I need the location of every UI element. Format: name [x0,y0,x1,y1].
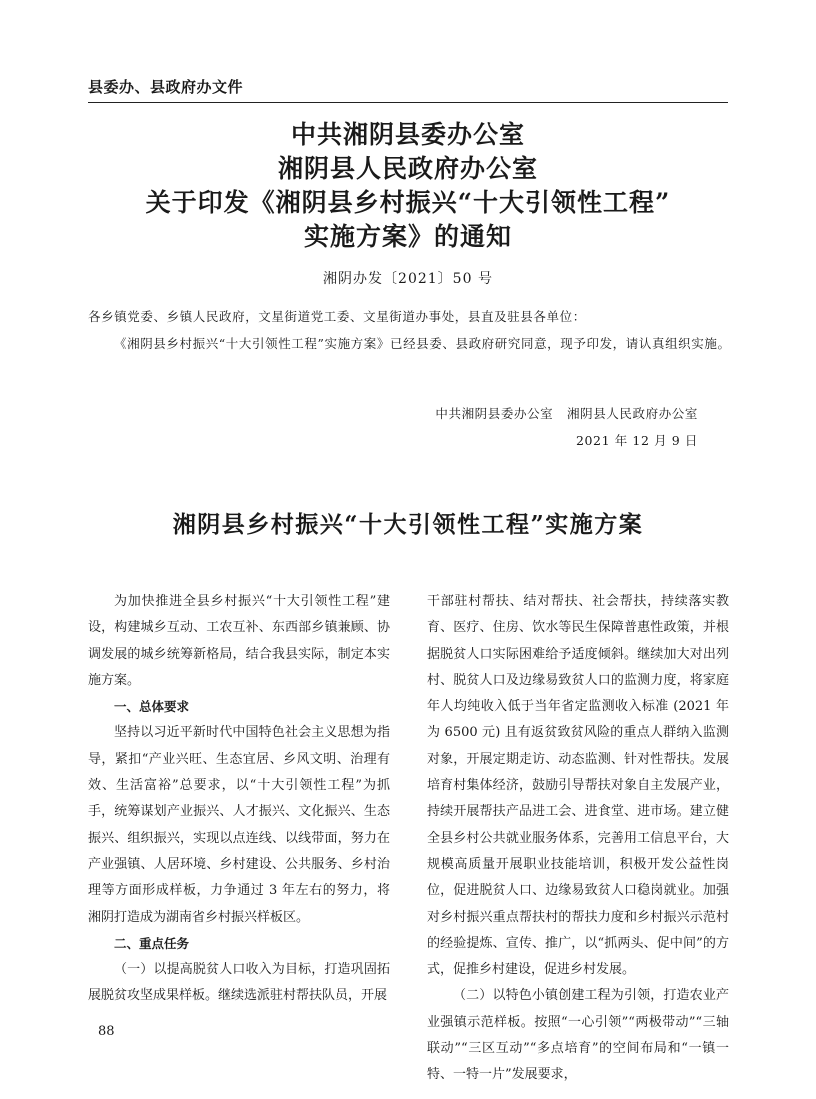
issue-date: 2021 年 12 月 9 日 [575,433,698,448]
plan-title: 湘阴县乡村振兴“十大引领性工程”实施方案 [172,511,644,538]
intro-paragraph: 为加快推进全县乡村振兴“十大引领性工程”建设，构建城乡互动、工农互补、东西部乡镇兼顾、协调发展的城乡统筹新格局，结合我县实际，制定本实施方案。 [88,594,390,688]
task-paragraph: （二）以特色小镇创建工程为引领，打造农业产业强镇示范样板。按照“一心引领”“两极带动”“三轴联动”“三区互动”“多点培育”的空间布局和“一镇一特、一特一片”发展要求， [427,988,729,1083]
title-line: 中共湘阴县委办公室 [290,120,525,149]
notice-title [88,118,728,254]
title-line: 湘阴县人民政府办公室 [277,154,538,183]
section-paragraph: 坚持以习近平新时代中国特色社会主义思想为指导，紧扣“产业兴旺、生态宜居、乡风文明、治理有效、生活富裕”总要求，以“十大引领性工程”为抓手，统筹谋划产业振兴、人才振兴、文化振兴、生态振兴、组织振兴，实现以点连线、以线带面，努力在产业强镇、人居环境、乡村建设、公共服务、乡村治理等方面形成样板，力争通过 3 年左右的努力，将湘阴打造成为湖南省乡村振兴样板区。 [88,725,390,925]
body-column-right [427,589,729,1089]
document-number: 湘阴办发〔2021〕50 号 [323,271,493,287]
notice-text: 《湘阴县乡村振兴“十大引领性工程”实施方案》已经县委、县政府研究同意，现予印发，请认真组织实施。 [114,336,731,351]
page-number: 88 [98,1024,115,1039]
body-column-left [88,589,390,1010]
section-heading: 二、重点任务 [114,935,190,951]
task-paragraph: （一）以提高脱贫人口收入为目标，打造巩固拓展脱贫攻坚成果样板。继续选派驻村帮扶队员，开展 [88,962,390,1004]
running-header: 县委办、县政府办文件 [88,78,244,96]
issuing-offices: 中共湘阴县委办公室 湘阴县人民政府办公室 [435,406,698,421]
header-rule [88,102,728,103]
task-paragraph-continued: 干部驻村帮扶、结对帮扶、社会帮扶，持续落实教育、医疗、住房、饮水等民生保障普惠性政策，并根据脱贫人口实际困难给予适度倾斜。继续加大对出列村、脱贫人口及边缘易致贫人口的监测力度，将家庭年人均纯收入低于当年省定监测收入标准 (2021 年为 6500 元) 且有返贫致贫风险的重点人群纳入监测对象，开展定期走访、动态监测、针对性帮扶。发展培育村集体经济，鼓励引导帮扶对象自主发展产业，持续开展帮扶产品进工会、进食堂、进市场。建立健全县乡村公共就业服务体系，完善用工信息平台，大规模高质量开展职业技能培训，积极开发公益性岗位，促进脱贫人口、边缘易致贫人口稳岗就业。加强对乡村振兴重点帮扶村的帮扶力度和乡村振兴示范村的经验提炼、宣传、推广，以“抓两头、促中间”的方式，促推乡村建设，促进乡村发展。 [427,594,729,978]
section-heading: 一、总体要求 [114,699,190,715]
recipients: 各乡镇党委、乡镇人民政府，文星街道党工委、文星街道办事处，县直及驻县各单位： [88,309,586,324]
title-line: 关于印发《湘阴县乡村振兴“十大引领性工程” [145,188,671,217]
title-line: 实施方案》的通知 [303,222,512,251]
